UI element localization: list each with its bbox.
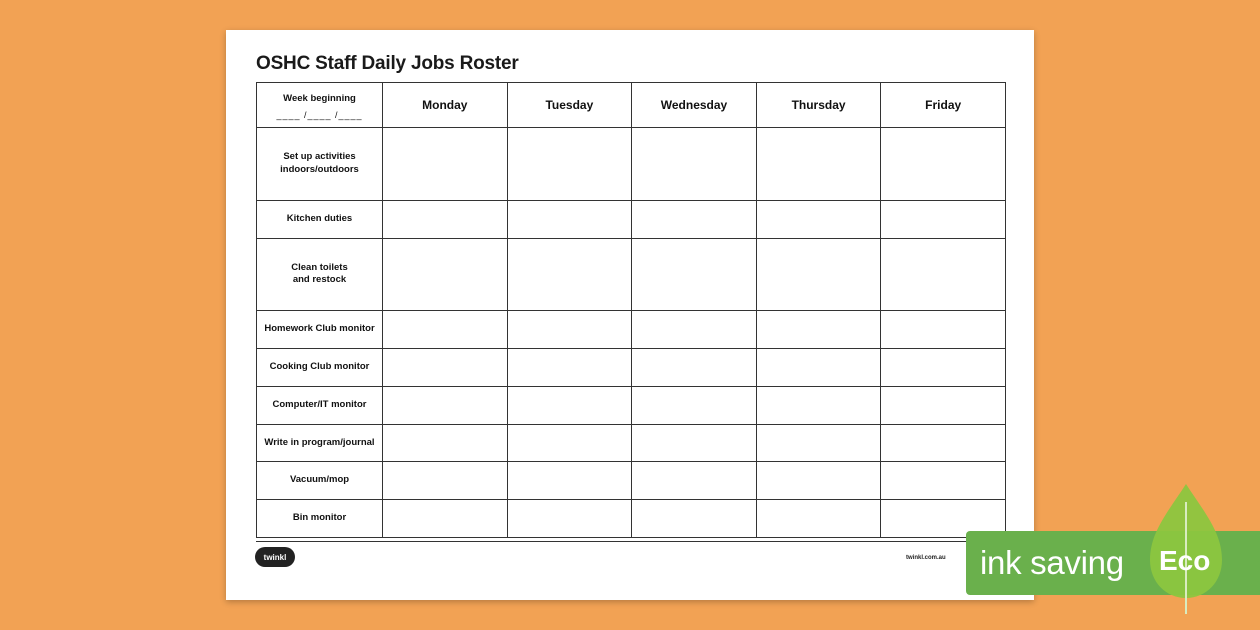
roster-cell-thursday[interactable] [756,128,881,201]
table-row [257,424,1006,462]
roster-cell-thursday[interactable] [756,462,881,500]
page-title: OSHC Staff Daily Jobs Roster [256,53,519,74]
roster-cell-tuesday[interactable] [507,462,632,500]
roster-cell-thursday[interactable] [756,386,881,424]
job-label-cell [257,200,383,238]
worksheet-page [226,30,1034,600]
job-label-cell [257,128,383,201]
day-header-monday: Monday [383,83,508,128]
roster-cell-friday[interactable] [881,311,1006,349]
roster-cell-wednesday[interactable] [632,200,757,238]
job-label-line: Bin monitor [292,512,347,524]
roster-cell-tuesday[interactable] [507,386,632,424]
job-label-line: Vacuum/mop [289,474,350,486]
roster-cell-wednesday[interactable] [632,386,757,424]
table-row [257,200,1006,238]
roster-cell-monday[interactable] [383,349,508,387]
header-row [257,83,1006,128]
job-label-cell [257,500,383,538]
roster-cell-friday[interactable] [881,238,1006,311]
roster-cell-friday[interactable] [881,349,1006,387]
job-label-cell [257,238,383,311]
roster-cell-wednesday[interactable] [632,462,757,500]
roster-cell-thursday[interactable] [756,311,881,349]
table-row [257,311,1006,349]
roster-cell-monday[interactable] [383,386,508,424]
roster-cell-tuesday[interactable] [507,238,632,311]
roster-cell-friday[interactable] [881,424,1006,462]
roster-cell-monday[interactable] [383,462,508,500]
roster-table [256,82,1006,538]
roster-cell-friday[interactable] [881,462,1006,500]
day-header-wednesday: Wednesday [632,83,757,128]
table-row [257,128,1006,201]
roster-cell-thursday[interactable] [756,349,881,387]
job-label-line: Kitchen duties [286,212,353,224]
roster-cell-thursday[interactable] [756,200,881,238]
roster-cell-monday[interactable] [383,500,508,538]
job-label-line: Set up activities [283,151,356,163]
table-row [257,500,1006,538]
day-header-friday: Friday [881,83,1006,128]
roster-cell-monday[interactable] [383,311,508,349]
job-label-cell [257,349,383,387]
roster-cell-wednesday[interactable] [632,500,757,538]
roster-cell-wednesday[interactable] [632,238,757,311]
roster-cell-monday[interactable] [383,200,508,238]
week-beginning-label: Week beginning [283,93,356,104]
job-label-line: and restock [292,274,347,286]
roster-cell-tuesday[interactable] [507,128,632,201]
roster-cell-wednesday[interactable] [632,349,757,387]
roster-cell-tuesday[interactable] [507,200,632,238]
job-label-cell [257,424,383,462]
roster-cell-thursday[interactable] [756,424,881,462]
job-label-line: Computer/IT monitor [272,398,367,410]
week-beginning-cell [257,83,383,128]
roster-cell-thursday[interactable] [756,500,881,538]
roster-cell-tuesday[interactable] [507,349,632,387]
job-label-line: Write in program/journal [264,436,375,448]
job-label-cell [257,462,383,500]
table-row [257,238,1006,311]
job-label-line: Homework Club monitor [264,323,375,335]
roster-cell-wednesday[interactable] [632,311,757,349]
job-label-line: Clean toilets [291,261,348,273]
roster-cell-tuesday[interactable] [507,311,632,349]
job-label-line: Cooking Club monitor [269,361,370,373]
job-label-cell [257,386,383,424]
day-header-thursday: Thursday [756,83,881,128]
table-row [257,386,1006,424]
roster-cell-friday[interactable] [881,128,1006,201]
table-row [257,349,1006,387]
table-row [257,462,1006,500]
footer-url: twinkl.com.au [906,555,946,561]
week-date-blank: ____ /____ /____ [276,110,363,120]
ink-saving-label: ink saving [980,544,1124,581]
roster-cell-friday[interactable] [881,200,1006,238]
roster-cell-wednesday[interactable] [632,424,757,462]
table-bottom-rule [256,538,1006,542]
eco-label: Eco [1159,545,1211,576]
job-label-cell [257,311,383,349]
roster-cell-tuesday[interactable] [507,424,632,462]
logo-text: twinkl [263,552,287,562]
day-header-tuesday: Tuesday [507,83,632,128]
roster-cell-wednesday[interactable] [632,128,757,201]
roster-cell-monday[interactable] [383,424,508,462]
roster-cell-friday[interactable] [881,386,1006,424]
roster-cell-tuesday[interactable] [507,500,632,538]
roster-cell-monday[interactable] [383,128,508,201]
roster-cell-monday[interactable] [383,238,508,311]
twinkl-logo [255,547,295,567]
roster-cell-thursday[interactable] [756,238,881,311]
job-label-line: indoors/outdoors [280,163,359,175]
